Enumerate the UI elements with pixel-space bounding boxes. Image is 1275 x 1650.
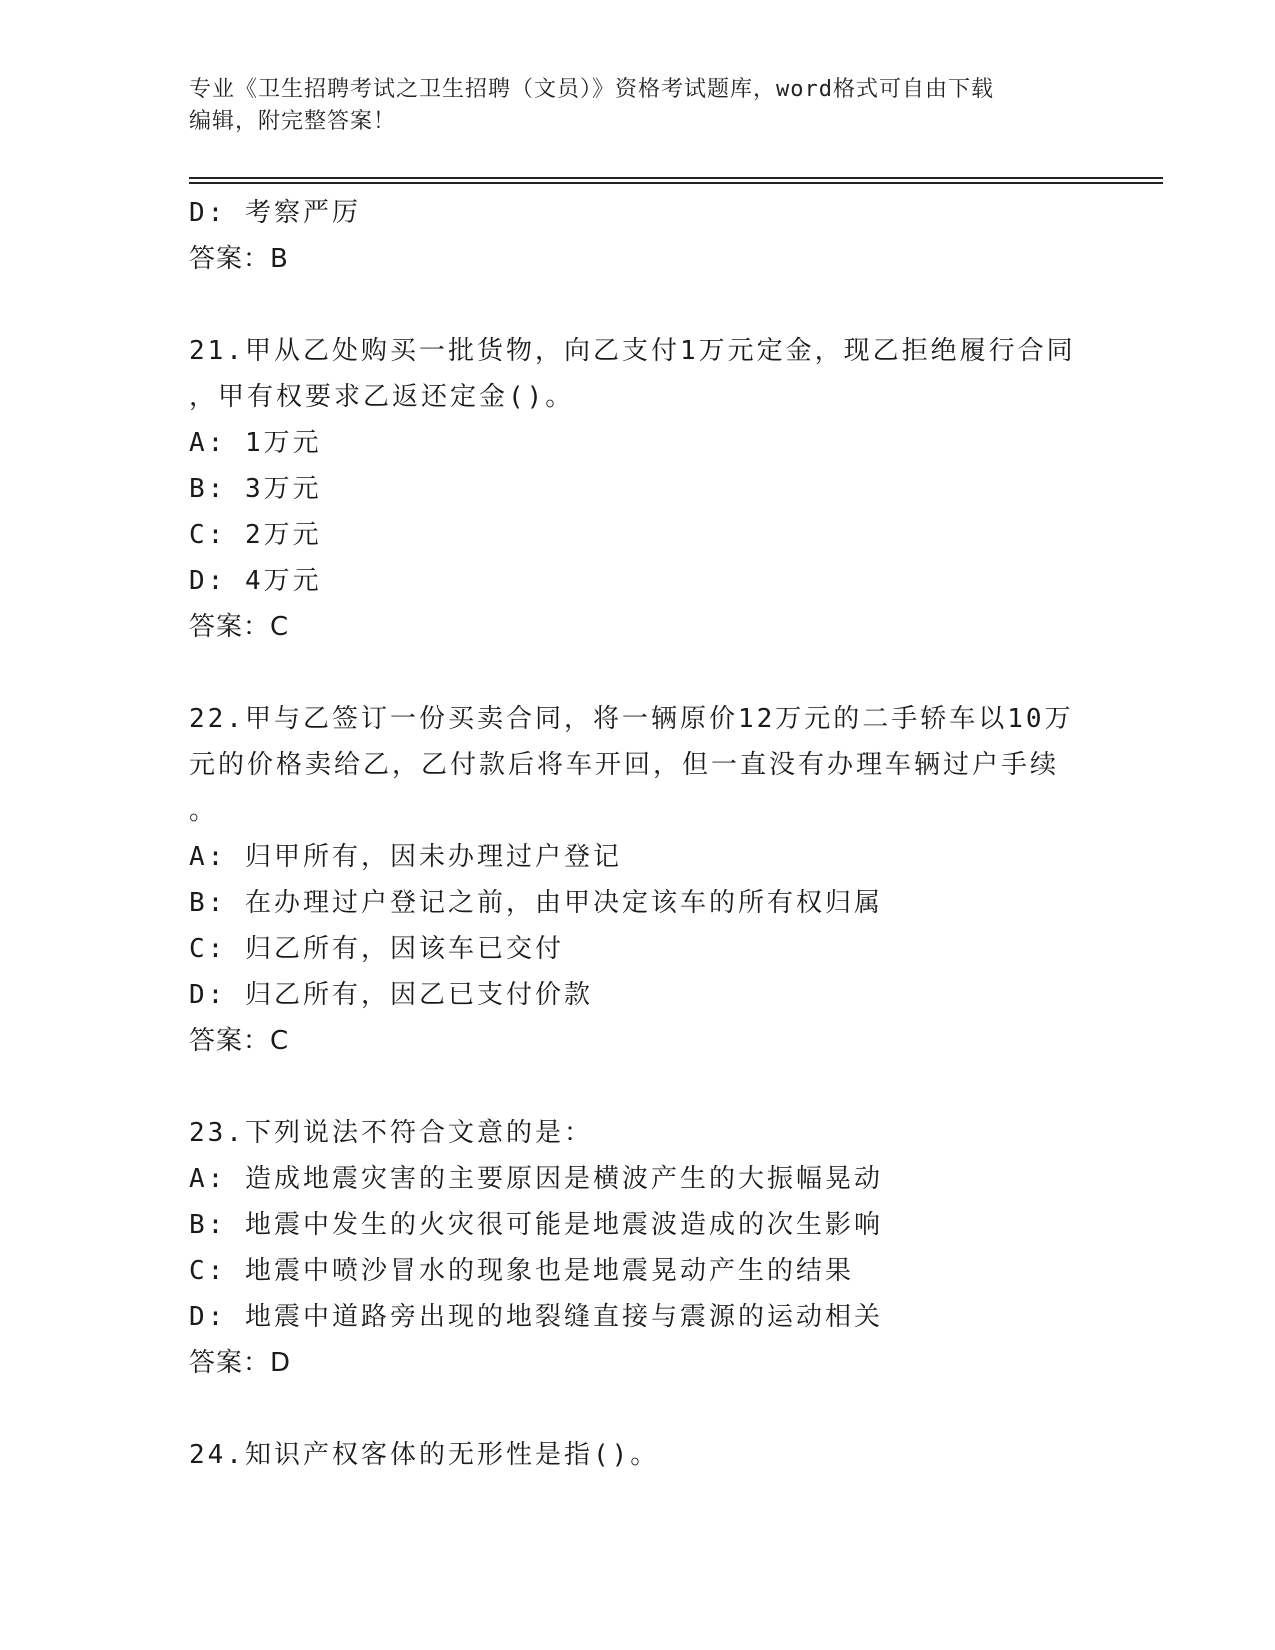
option-b: B: 地震中发生的火灾很可能是地震波造成的次生影响 — [189, 1210, 883, 1240]
option-d: D: 归乙所有，因乙已支付价款 — [189, 980, 593, 1010]
option-a: A: 归甲所有，因未办理过户登记 — [189, 842, 622, 872]
question-stem: 元的价格卖给乙，乙付款后将车开回，但一直没有办理车辆过户手续 — [189, 750, 1060, 780]
option-a: A: 1万元 — [189, 428, 322, 458]
question-24 — [189, 1432, 1089, 1478]
answer: 答案：C — [189, 1026, 290, 1056]
option-c: C: 归乙所有，因该车已交付 — [189, 934, 564, 964]
header-line-1: 专业《卫生招聘考试之卫生招聘（文员）》资格考试题库，word格式可自由下载 — [189, 77, 994, 102]
question-stem: 。 — [189, 796, 219, 826]
option-d: D: 4万元 — [189, 566, 322, 596]
question-stem: ，甲有权要求乙返还定金()。 — [189, 382, 575, 412]
document-header — [189, 74, 1089, 138]
answer: 答案：C — [189, 612, 290, 642]
question-22 — [189, 696, 1089, 1064]
option-a: A: 造成地震灾害的主要原因是横波产生的大振幅晃动 — [189, 1164, 883, 1194]
question-list — [189, 190, 1089, 1478]
question-stem: 21.甲从乙处购买一批货物，向乙支付1万元定金，现乙拒绝履行合同 — [189, 336, 1076, 366]
option-b: B: 3万元 — [189, 474, 322, 504]
answer: 答案：B — [189, 244, 289, 274]
question-stem: 23.下列说法不符合文意的是： — [189, 1118, 593, 1148]
spacer — [189, 1386, 1089, 1432]
question-stem: 24.知识产权客体的无形性是指()。 — [189, 1440, 660, 1470]
option-b: B: 在办理过户登记之前，由甲决定该车的所有权归属 — [189, 888, 883, 918]
previous-question-tail — [189, 190, 1089, 282]
header-line-2: 编辑，附完整答案！ — [189, 109, 397, 134]
option-c: C: 2万元 — [189, 520, 322, 550]
option-d: D: 考察严厉 — [189, 198, 361, 228]
question-23 — [189, 1110, 1089, 1386]
header-divider-bottom — [189, 182, 1163, 184]
option-c: C: 地震中喷沙冒水的现象也是地震晃动产生的结果 — [189, 1256, 854, 1286]
spacer — [189, 650, 1089, 696]
spacer — [189, 282, 1089, 328]
option-d: D: 地震中道路旁出现的地裂缝直接与震源的运动相关 — [189, 1302, 883, 1332]
question-stem: 22.甲与乙签订一份买卖合同，将一辆原价12万元的二手轿车以10万 — [189, 704, 1074, 734]
question-21 — [189, 328, 1089, 650]
header-divider-top — [189, 177, 1163, 179]
answer: 答案：D — [189, 1348, 292, 1378]
spacer — [189, 1064, 1089, 1110]
